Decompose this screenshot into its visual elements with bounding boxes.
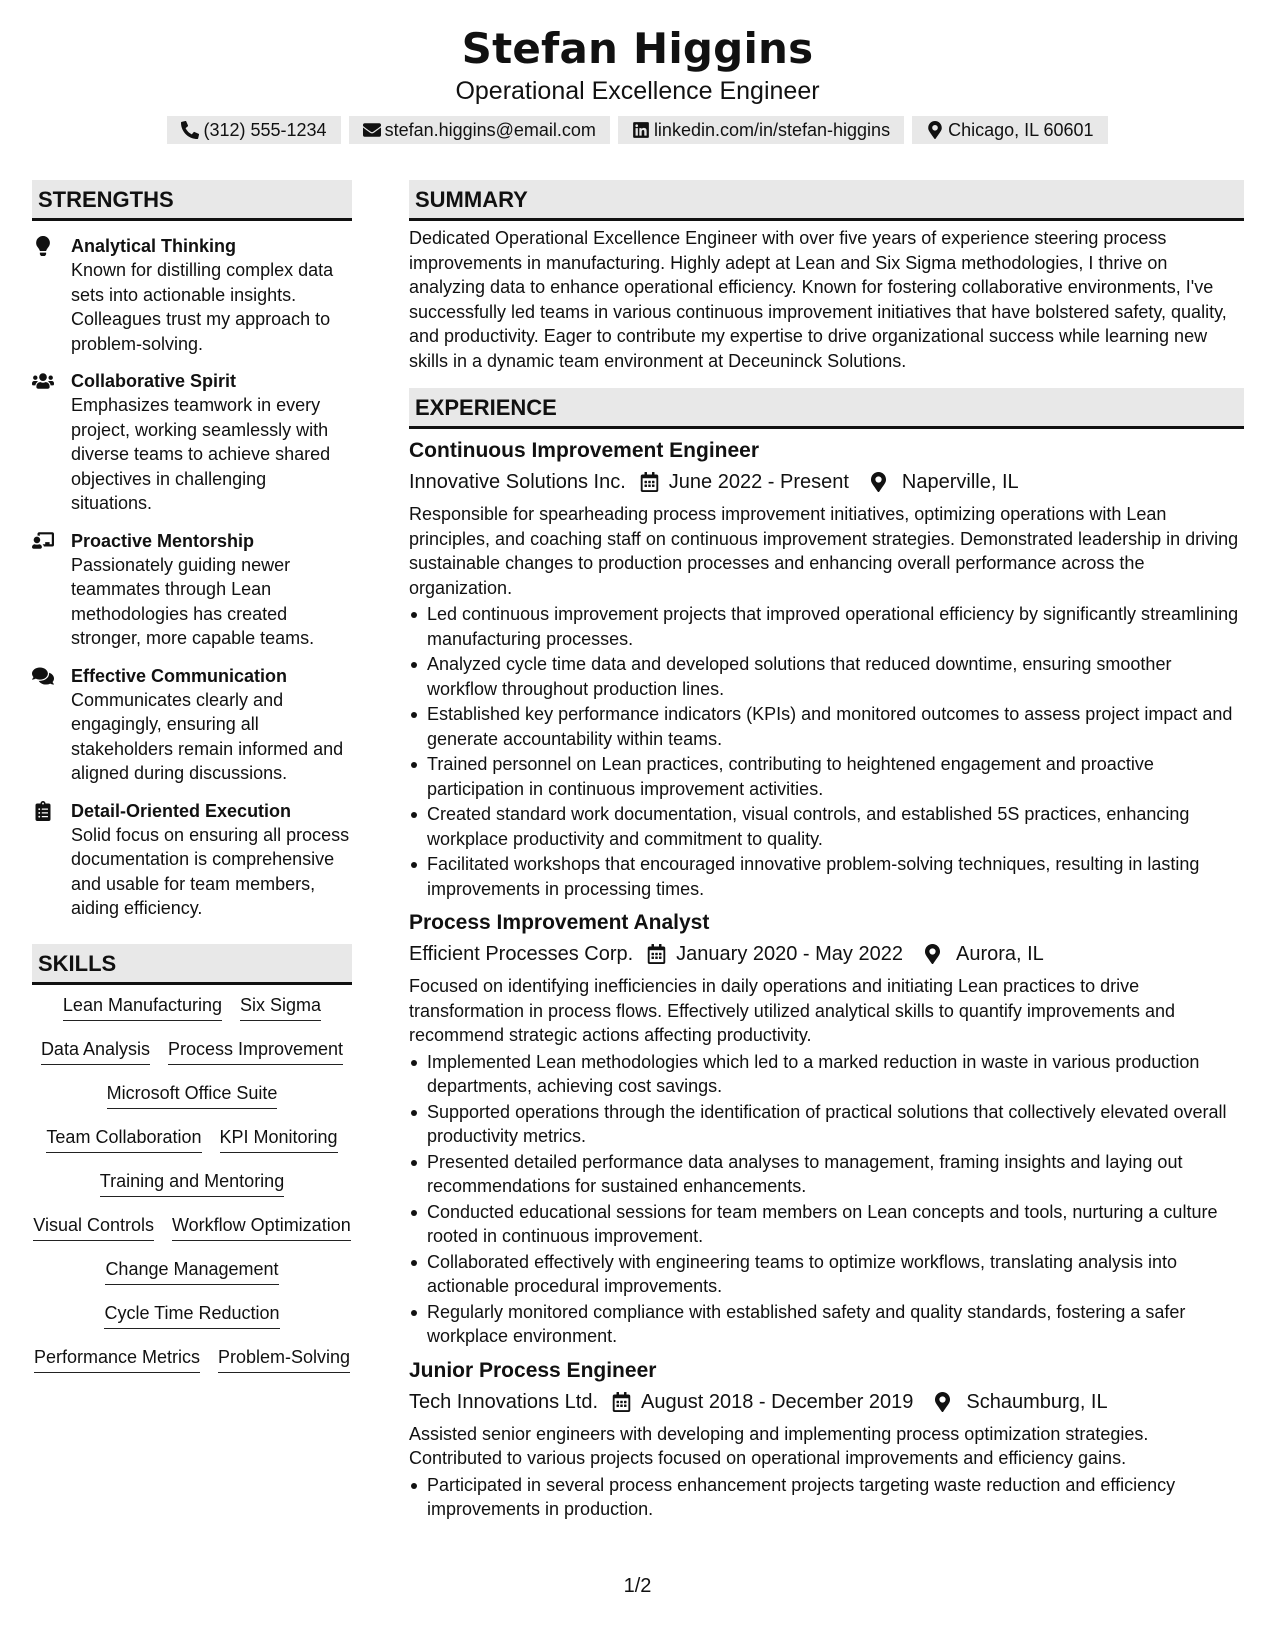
summary-heading: SUMMARY <box>409 180 1244 221</box>
strength-item <box>32 664 352 786</box>
job-title: Process Improvement Analyst <box>409 911 710 934</box>
job-location: Aurora, IL <box>955 943 1044 965</box>
contact-linkedin[interactable] <box>618 116 904 144</box>
bullet-item: Collaborated effectively with engineering teams to optimize workflows, translating analysis into actionable procedural improvements. <box>409 1250 1244 1299</box>
map-marker-icon <box>933 1392 952 1412</box>
skill-tag: Process Improvement <box>168 1037 343 1065</box>
job-bullets <box>409 1473 1244 1522</box>
bullet-item: Conducted educational sessions for team members on Lean concepts and tools, nurturing a culture rooted in continuous improvement. <box>409 1200 1244 1249</box>
skill-tag: Lean Manufacturing <box>63 993 222 1021</box>
skill-tag: Microsoft Office Suite <box>107 1081 278 1109</box>
strength-title: Effective Communication <box>71 665 288 686</box>
calendar-icon <box>647 944 666 964</box>
chalkboard-teacher-icon <box>32 531 54 551</box>
candidate-name: Stefan Higgins <box>461 24 814 73</box>
company-name: Tech Innovations Ltd. <box>409 1390 599 1413</box>
job-entry <box>409 909 1244 1349</box>
strength-item <box>32 529 352 651</box>
bullet-item: Presented detailed performance data analyses to management, framing insights and laying out recommendations for sustained enhancements. <box>409 1150 1244 1199</box>
strength-item <box>32 234 352 356</box>
calendar-icon <box>612 1392 631 1412</box>
skill-tag: Data Analysis <box>41 1037 150 1065</box>
skills-heading: SKILLS <box>32 944 352 985</box>
strength-desc: Passionately guiding newer teammates through Lean methodologies has created stronger, more capable teams. <box>71 554 315 648</box>
linkedin-icon <box>632 121 650 139</box>
bullet-item: Led continuous improvement projects that improved operational efficiency by significantly streamlining manufacturing processes. <box>409 602 1244 651</box>
strength-item <box>32 799 352 921</box>
skill-tag: Cycle Time Reduction <box>104 1301 279 1329</box>
job-title: Junior Process Engineer <box>409 1358 657 1382</box>
clipboard-list-icon <box>32 801 54 821</box>
contact-bar <box>0 116 1275 144</box>
job-location: Schaumburg, IL <box>966 1390 1108 1413</box>
strengths-heading: STRENGTHS <box>32 180 352 221</box>
skill-tag: Team Collaboration <box>46 1125 201 1153</box>
email-text: stefan.higgins@email.com <box>384 119 596 140</box>
summary-text: Dedicated Operational Excellence Engineer with over five years of experience steering process improvements in manufacturing. Highly adept at Lean and Six Sigma methodologies, I thrive on analyzing data to enhance operational efficiency. Known for fostering collaborative environments, I've successfully led teams in various continuous improvement initiatives that have bolstered safety, quality, and productivity. Eager to contribute my expertise to drive organizational success while learning new skills in a dynamic team environment at Deceuninck Solutions. <box>409 228 1227 371</box>
bullet-item: Trained personnel on Lean practices, contributing to heightened engagement and proactive participation in continuous improvement activities. <box>409 752 1244 801</box>
job-entry <box>409 437 1244 901</box>
page-number: 1/2 <box>623 1575 652 1597</box>
strength-title: Proactive Mentorship <box>71 530 255 551</box>
right-column <box>409 180 1244 1523</box>
job-dates: January 2020 - May 2022 <box>676 943 903 965</box>
job-bullets <box>409 1050 1244 1349</box>
job-title: Continuous Improvement Engineer <box>409 439 760 462</box>
experience-heading: EXPERIENCE <box>409 388 1244 429</box>
skill-tag: Workflow Optimization <box>172 1213 351 1241</box>
map-marker-icon <box>926 121 944 139</box>
bullet-item: Participated in several process enhancement projects targeting waste reduction and efficiency improvements in production. <box>409 1473 1244 1522</box>
company-name: Innovative Solutions Inc. <box>409 471 626 493</box>
strength-title: Collaborative Spirit <box>71 371 237 391</box>
strength-title: Analytical Thinking <box>71 236 237 256</box>
strength-desc: Known for distilling complex data sets into actionable insights. Colleagues trust my approach to problem-solving. <box>71 260 334 354</box>
contact-email[interactable] <box>349 116 610 144</box>
job-description: Assisted senior engineers with developing and implementing process optimization strategies. Contributed to various projects focused on operational improvements and efficiency gains. <box>409 1423 1149 1468</box>
bullet-item: Established key performance indicators (KPIs) and monitored outcomes to assess project impact and generate accountability within teams. <box>409 702 1244 751</box>
bullet-item: Analyzed cycle time data and developed solutions that reduced downtime, ensuring smoother workflow throughout production lines. <box>409 652 1244 701</box>
job-description: Responsible for spearheading process improvement initiatives, optimizing operations with Lean principles, and coaching staff on continuous improvement strategies. Demonstrated leadership in driving sustainable changes to production processes and enhancing overall performance across the organization. <box>409 504 1239 598</box>
skill-tag: Performance Metrics <box>34 1345 200 1373</box>
strength-desc: Solid focus on ensuring all process documentation is comprehensive and usable for team members, aiding efficiency. <box>71 824 350 918</box>
candidate-title: Operational Excellence Engineer <box>455 77 820 105</box>
map-marker-icon <box>869 472 888 492</box>
job-meta <box>409 1388 1244 1416</box>
resume-header <box>0 0 1275 144</box>
lightbulb-icon <box>32 236 54 256</box>
bullet-item: Created standard work documentation, visual controls, and established 5S practices, enhancing workplace productivity and commitment to quality. <box>409 802 1244 851</box>
strength-desc: Communicates clearly and engagingly, ensuring all stakeholders remain informed and aligned during discussions. <box>71 689 344 783</box>
skill-tag: Change Management <box>105 1257 278 1285</box>
job-location: Naperville, IL <box>901 471 1019 493</box>
contact-location <box>912 116 1107 144</box>
bullet-item: Facilitated workshops that encouraged innovative problem-solving techniques, resulting in lasting improvements in processing times. <box>409 852 1244 901</box>
job-entry <box>409 1357 1244 1522</box>
job-description: Focused on identifying inefficiencies in daily operations and initiating Lean practices to drive transformation in process flows. Effectively utilized analytical skills to quantify improvements and recommend strategic actions affecting productivity. <box>409 976 1176 1045</box>
strength-title: Detail-Oriented Execution <box>71 800 292 821</box>
job-dates: August 2018 - December 2019 <box>641 1390 914 1413</box>
skill-tag: Problem-Solving <box>218 1345 350 1373</box>
location-text: Chicago, IL 60601 <box>948 119 1094 140</box>
strength-item <box>32 369 352 516</box>
job-meta <box>409 468 1244 496</box>
left-column <box>32 180 352 1389</box>
skills-list <box>32 985 352 1389</box>
skill-tag: Visual Controls <box>33 1213 154 1241</box>
comments-icon <box>32 666 54 686</box>
bullet-item: Supported operations through the identification of practical solutions that collectively elevated overall productivity metrics. <box>409 1100 1244 1149</box>
users-icon <box>32 371 54 391</box>
skill-tag: Training and Mentoring <box>100 1169 284 1197</box>
job-meta <box>409 940 1244 968</box>
job-dates: June 2022 - Present <box>668 471 849 493</box>
linkedin-text: linkedin.com/in/stefan-higgins <box>653 119 891 140</box>
phone-text: (312) 555-1234 <box>203 119 327 140</box>
envelope-icon <box>363 121 381 139</box>
bullet-item: Implemented Lean methodologies which led to a marked reduction in waste in various production departments, achieving cost savings. <box>409 1050 1244 1099</box>
calendar-icon <box>640 472 659 492</box>
job-bullets <box>409 602 1244 901</box>
company-name: Efficient Processes Corp. <box>409 943 634 965</box>
skill-tag: Six Sigma <box>240 993 321 1021</box>
strength-desc: Emphasizes teamwork in every project, working seamlessly with diverse teams to achieve shared objectives in challenging situations. <box>71 395 331 513</box>
map-marker-icon <box>923 944 942 964</box>
bullet-item: Regularly monitored compliance with established safety and quality standards, fostering a safer workplace environment. <box>409 1300 1244 1349</box>
phone-icon <box>181 121 199 139</box>
skill-tag: KPI Monitoring <box>220 1125 338 1153</box>
contact-phone <box>167 116 340 144</box>
